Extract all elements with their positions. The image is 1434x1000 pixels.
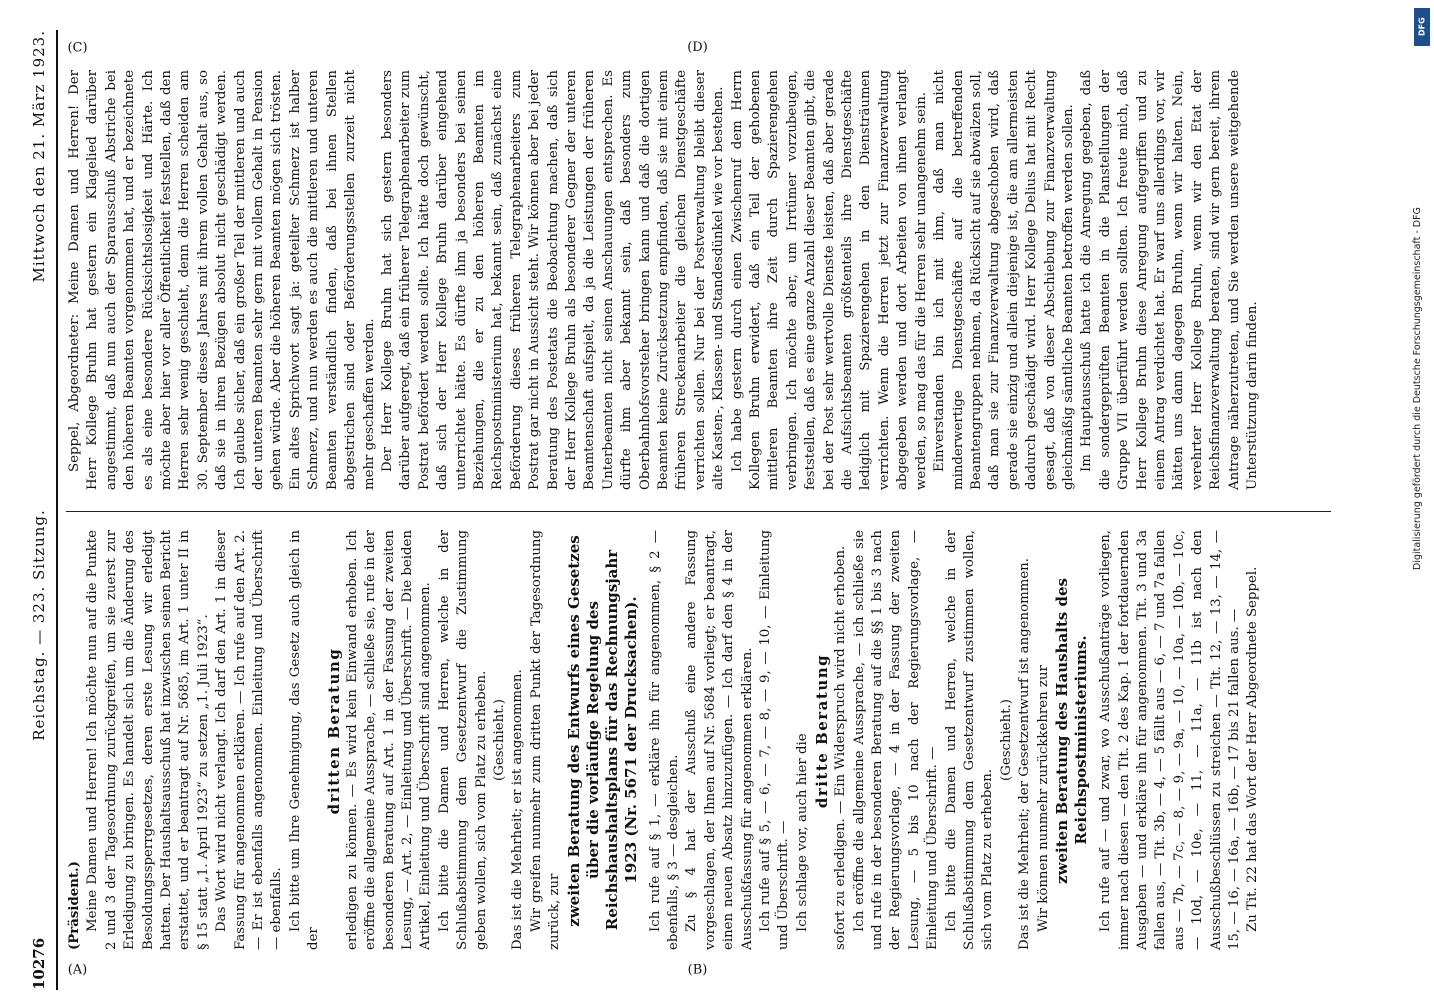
left-column-paragraph: Ich rufe auf § 5, — 6, — 7, — 8, — 9, — 10, — Einleitung und Überschrift. — [758, 530, 792, 950]
left-column-paragraph: dritte Beratung [813, 653, 832, 809]
margin-marker-a: (A) [67, 962, 88, 978]
digitization-credit: Digitalisierung gefördert durch die Deutsche Forschungsgemeinschaft - DFG [1412, 207, 1423, 570]
dfg-logo: DFG [1414, 8, 1430, 46]
page-title: Reichstag. — 323. Sitzung. [30, 509, 48, 741]
left-column-paragraph: Ich eröffne die allgemeine Aussprache, — ich schließe sie und rufe in der besonderen Beratung auf die §§ 1 bis 3 nach der Regierungsvorlage, — 4 in der Fassung der zweiten Lesung, — 5 bis 10 nach der Regierungsvorlage, — Einleitung und Überschrift. — [851, 530, 941, 950]
margin-marker-d: (D) [687, 40, 708, 56]
left-column [66, 530, 1336, 950]
right-column-paragraph: Seppel, Abgeordneter: Meine Damen und Herren! Der Herr Kollege Bruhn hat gestern ein Klagelied darüber angestimmt, daß nun auch der Sparausschuß Abstriche bei den höheren Beamten vorgenommen hat, und er bezeichnete es als eine besondere Rücksichtslosigkeit und Härte. Ich möchte aber hier vor aller Öffentlichkeit feststellen, daß den Herren sehr wenig geschieht, denn die Herren scheiden am 30. September dieses Jahres mit ihrem vollen Gehalt aus, so daß sie in ihren Bezügen absolut nicht geschädigt werden. Ich glaube sicher, daß ein großer Teil der mittleren und auch der unteren Beamten sehr gern mit vollem Gehalt in Pension gehen würde. Aber die höheren Beamten mögen sich trösten. Ein altes Sprichwort sagt ja: geteilter Schmerz ist halber Schmerz, und nun werden es auch die mittleren und unteren Beamten verständlich finden, daß bei ihnen Stellen abgestrichen sind oder Beförderungsstellen zurzeit nicht mehr geschaffen werden. [67, 70, 377, 490]
right-column-paragraph: Ich habe gestern durch einen Zwischenruf dem Herrn Kollegen Bruhn erwidert, daß ein Teil der gehobenen mittleren Beamten ihre Zeit durch Spazierengehen verbringen. Ich möchte aber, um Irrtümer vorzubeugen, feststellen, daß es eine ganze Anzahl dieser Beamten gibt, die bei der Post sehr wertvolle Dienste leisten, daß aber gerade die Aufsichtsbeamten größtenteils ihre Dienstgeschäfte lediglich mit Spazierengehen in den Diensträumen verrichten. Wenn die Herren jetzt zur Finanzverwaltung abgegeben werden und dort Arbeiten von ihnen verlangt werden, so mag das für die Herren sehr unangenehm sein. [729, 70, 929, 490]
left-column-paragraph: Ich rufe auf — und zwar, wo Ausschußanträge vorliegen, immer nach diesen — den Tit. 2 des Kap. 1 der fortdauernden Ausgaben — und erkläre ihn für angenommen. Tit. 3 und 3a fallen aus, — Tit. 3b, — 4, — 5 fällt aus — 6, — 7 und 7a fallen aus — 7b, — 7c, — 8, — 9, — 9a, — 10, — 10a, — 10b, — 10c, — 10d, — 10e, — 11, — 11a, — 11b ist nach den Ausschußbeschlüssen zu streichen — Tit. 12, — 13, — 14, — 15, — 16, — 16a, — 16b, — 17 bis 21 fallen aus. — [1098, 530, 1242, 950]
left-column-paragraph: Das Wort wird nicht verlangt. Ich darf den Art. 1 in dieser Fassung für angenommen erklären. — Ich rufe auf den Art. 2. — Er ist ebenfalls angenommen. Einleitung und Überschrift — ebenfalls. [214, 530, 285, 950]
page-header [30, 30, 56, 990]
digitization-sidebar [1412, 6, 1434, 994]
left-column-paragraph: (Präsident.) [67, 861, 82, 950]
left-column-paragraph: erledigen zu können. — Es wird kein Einwand erhoben. Ich eröffne die allgemeine Aussprache, — schließe sie, rufe in der besonderen Beratung auf Art. 1 in der Fassung der zweiten Lesung, — Art. 2, — Einleitung und Überschrift. — Die beiden Artikel, Einleitung und Überschrift sind angenommen. [344, 530, 434, 950]
session-date: Mittwoch den 21. März 1923. [30, 30, 48, 283]
left-column-paragraph: Ich rufe auf § 1, — erkläre ihn für angenommen, § 2 — ebenfalls, § 3 — desgleichen. [647, 530, 681, 950]
left-column-paragraph: zweiten Beratung des Entwurfs eines Gesetzes über die vorläufige Regelung des Reichshaushaltsplans für das Rechnungsjahr 1923 (Nr. 5671 der Drucksachen). [564, 535, 640, 931]
left-column-paragraph: Das ist die Mehrheit; der Gesetzentwurf ist angenommen. [1017, 558, 1033, 950]
left-column-paragraph: Zu Tit. 22 hat das Wort der Herr Abgeordnete Seppel. [1245, 566, 1261, 932]
left-column-paragraph: zweiten Beratung des Haushalts des Reichspostministeriums. [1053, 578, 1091, 884]
right-column-paragraph: Der Herr Kollege Bruhn hat sich gestern besonders darüber aufgeregt, daß ein früherer Telegraphenarbeiter zum Postrat befördert werden sollte. Ich hätte doch gewünscht, daß sich der Herr Kollege Bruhn darüber eingehend unterrichtet hätte. Es dürfte ihm ja besonders bei seinen Beziehungen, die er zu den höheren Beamten im Reichspostministerium hat, bekannt sein, daß zunächst eine Beförderung dieses früheren Telegraphenarbeiters zum Postrat gar nicht in Aussicht steht. Wir können aber bei jeder Beratung des Postetats die Beobachtung machen, daß sich der Herr Kollege Bruhn als besonderer Gegner der unteren Beamtenschaft aufspielt, da ja die Leistungen der früheren Unterbeamten nicht seinen Anschauungen entsprechen. Es dürfte ihm aber bekannt sein, daß besonders zum Oberbahnhofsvorsteher bringen kann und daß die dortigen Beamten keine Zurücksetzung empfinden, daß sie mit einem früheren Streckenarbeiter die gleichen Dienstgeschäfte verrichten sollen. Nur bei der Postverwaltung bleibt dieser alte Kasten-, Klassen- und Standesdünkel wie vor bestehen. [379, 70, 727, 490]
left-column-paragraph: Meine Damen und Herren! Ich möchte nun auf die Punkte 2 und 3 der Tagesordnung zurückgreifen, um sie zuerst zur Erledigung zu bringen. Es handelt sich um die Änderung des Besoldungssperrgesetzes, deren erste Lesung wir erledigt hatten. Der Haushaltsausschuß hat inzwischen seinen Bericht erstattet, und er beantragt auf Nr. 5685, im Art. 1 unter II in § 15 statt „1. April 1923“ zu setzen „1. Juli 1923“. [85, 530, 211, 950]
left-column-paragraph: sofort zu erledigen. — Ein Widerspruch wird nicht erhoben. [833, 545, 849, 950]
right-column [66, 70, 1336, 490]
column-divider [66, 511, 1331, 512]
left-column-paragraph: Ich bitte um Ihre Genehmigung, das Gesetz auch gleich in der [287, 530, 322, 950]
right-column-paragraph: Einverstanden bin ich mit ihm, daß man nicht minderwertige Dienstgeschäfte auf die betreffenden Beamtengruppen nehmen, da Rücksicht auf sie abwälzen soll, daß man sie zur Finanzverwaltung abgeschoben wird, daß gerade sie einzig und allein diejenige ist, die am allermeisten dadurch geschädigt wird. Herr Kollege Delius hat mit Recht gesagt, daß von dieser Abschiebung zur Finanzverwaltung gleichmäßig sämtliche Beamten betroffen werden sollen. [932, 70, 1076, 490]
left-column-paragraph: Wir greifen nunmehr zum dritten Punkt der Tagesordnung zurück, zur [528, 530, 563, 950]
margin-marker-c: (C) [67, 40, 88, 56]
left-column-paragraph: Zu § 4 hat der Ausschuß eine andere Fassung vorgeschlagen, der Ihnen auf Nr. 5684 vorliegt; er beantragt, einen neuen Absatz hinzuzufügen. — Ich darf den § 4 in der Ausschußfassung für angenommen erklären. [684, 530, 755, 950]
left-column-paragraph: Ich bitte die Damen und Herren, welche in der Schlußabstimmung dem Gesetzentwurf zustimmen wollen, sich vom Platz zu erheben. [943, 530, 996, 950]
left-column-paragraph: Ich schlage vor, auch hier die [794, 733, 810, 932]
left-column-paragraph: dritten Beratung [324, 647, 343, 815]
left-column-paragraph: Ich bitte die Damen und Herren, welche in der Schlußabstimmung dem Gesetzentwurf die Zustimmung geben wollen, sich vom Platz zu erheben. [436, 530, 489, 950]
left-column-paragraph: (Geschieht.) [491, 699, 507, 781]
margin-marker-b: (B) [687, 962, 708, 978]
page-number: 10276 [30, 937, 48, 990]
left-column-paragraph: Das ist die Mehrheit; er ist angenommen. [510, 669, 526, 950]
left-column-paragraph: Wir können nunmehr zurückkehren zur [1035, 665, 1051, 932]
document-page [30, 30, 1350, 990]
header-rule [56, 30, 58, 990]
right-column-paragraph: Im Hauptausschuß hatte ich die Anregung gegeben, daß die sondergeprüften Beamten in die Planstellungen der Gruppe VII überführt werden sollten. Ich freute mich, daß Herr Kollege Bruhn diese Anregung aufgegriffen und zu einem Antrag verdichtet hat. Er warf uns allerdings vor, wir hätten uns dann dagegen Bruhn, wenn wir halten. Nein, verehrter Herr Kollege Bruhn, wenn wir den Etat der Reichsfinanzverwaltung beraten, sind wir gern bereit, ihrem Antrage näherzutreten, und Sie werden unsere weitgehende Unterstützung darin finden. [1079, 70, 1260, 490]
left-column-paragraph: (Geschieht.) [998, 699, 1014, 781]
